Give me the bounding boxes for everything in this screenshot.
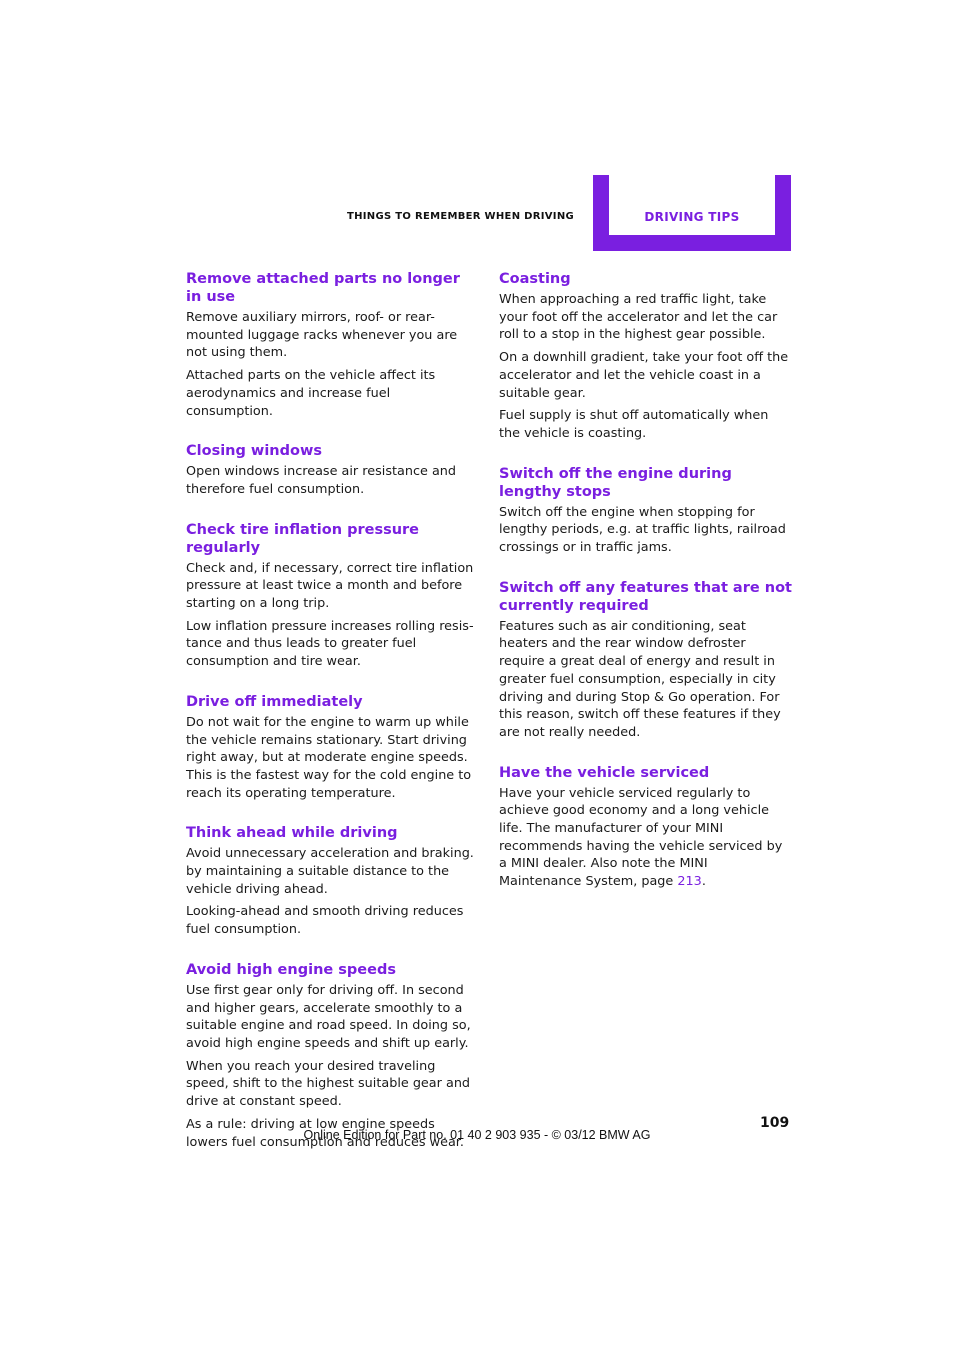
section-heading: Have the vehicle serviced	[499, 764, 710, 781]
section-vehicle-serviced	[499, 764, 792, 891]
section-heading: Drive off immediately	[186, 693, 363, 710]
left-column	[186, 270, 479, 1173]
right-column	[499, 270, 792, 913]
paragraph-text: Have your vehicle serviced regularly to achieve good economy and a long vehicle life. The manufacturer of your MINI recommends having the vehicle serviced by a MINI dealer. Also note the MINI Maintenance System, page	[499, 785, 783, 890]
section-heading: Avoid high engine speeds	[186, 961, 396, 978]
section-coasting	[499, 270, 792, 443]
section-drive-off-immediately	[186, 693, 479, 803]
section-closing-windows	[186, 442, 479, 498]
section-paragraph: Fuel supply is shut off automatically when the vehicle is coasting.	[499, 408, 769, 441]
section-paragraph: Remove auxiliary mirrors, roof- or rear-mounted luggage racks whenever you are not using them.	[186, 310, 458, 361]
section-heading: Closing windows	[186, 443, 322, 460]
section-think-ahead	[186, 824, 479, 939]
section-heading: Coasting	[499, 271, 571, 287]
paragraph-end: .	[701, 874, 706, 890]
section-paragraph: Features such as air conditioning, seat heaters and the rear window defroster require a great deal of energy and result in greater fuel consumption, especially in city driving and during Stop & Go operation. For this reason, switch off these features if they are not really needed.	[499, 618, 781, 740]
section-heading: Check tire inflation pressure regularly	[186, 521, 420, 556]
chapter-tab-label: DRIVING TIPS	[644, 210, 740, 224]
section-heading: Switch off any features that are not currently required	[499, 579, 792, 614]
section-paragraph	[499, 785, 792, 891]
section-paragraph: On a downhill gradient, take your foot off the accelerator and let the vehicle coast in a suitable gear.	[499, 350, 789, 401]
section-paragraph: When approaching a red traffic light, take your foot off the accelerator and let the car roll to a stop in the highest gear possible.	[499, 292, 778, 343]
section-heading: Switch off the engine during lengthy stops	[499, 465, 732, 500]
page-reference-link[interactable]: 213	[677, 874, 702, 890]
section-paragraph: Low inflation pressure increases rolling resistance and thus leads to greater fuel consumption and tire wear.	[186, 618, 474, 670]
section-paragraph: Switch off the engine when stopping for lengthy periods, e.g. at traffic lights, railroad crossings or in traffic jams.	[499, 504, 786, 556]
section-paragraph: When you reach your desired traveling speed, shift to the highest suitable gear and drive at constant speed.	[186, 1058, 471, 1110]
page-number: 109	[760, 1115, 790, 1131]
section-remove-attached-parts	[186, 270, 479, 420]
section-tire-pressure	[186, 521, 479, 671]
section-avoid-high-speeds	[186, 961, 479, 1151]
section-switch-off-features	[499, 579, 792, 742]
section-heading: Remove attached parts no longer in use	[186, 271, 460, 305]
section-paragraph: As a rule: driving at low engine speeds lowers fuel consumption and reduces wear.	[186, 1116, 464, 1150]
section-paragraph: Check and, if necessary, correct tire inflation pressure at least twice a month and before starting on a long trip.	[186, 560, 474, 612]
section-paragraph: Looking-ahead and smooth driving reduces fuel consumption.	[186, 904, 464, 938]
chapter-tab-inner	[609, 175, 775, 235]
section-heading: Think ahead while driving	[186, 825, 398, 842]
section-paragraph: Do not wait for the engine to warm up while the vehicle remains stationary. Start driving right away, but at moderate engine speeds. This is the fastest way for the cold engine to reach its operating temperature.	[186, 714, 472, 801]
section-paragraph: Avoid unnecessary acceleration and braking. by maintaining a suitable distance to the vehicle driving ahead.	[186, 846, 474, 897]
section-paragraph: Open windows increase air resistance and therefore fuel consumption.	[186, 464, 457, 497]
section-paragraph: Attached parts on the vehicle affect its aerodynamics and increase fuel consumption.	[186, 368, 436, 419]
section-paragraph: Use first gear only for driving off. In second and higher gears, accelerate smoothly to a suitable engine and road speed. In doing so, avoid high engine speeds and shift up early.	[186, 982, 471, 1051]
section-title: THINGS TO REMEMBER WHEN DRIVING	[346, 211, 574, 222]
chapter-tab	[593, 175, 791, 251]
section-switch-off-engine	[499, 465, 792, 557]
footer-edition-note: Online Edition for Part no. 01 40 2 903 935 - © 03/12 BMW AG	[303, 1128, 651, 1142]
